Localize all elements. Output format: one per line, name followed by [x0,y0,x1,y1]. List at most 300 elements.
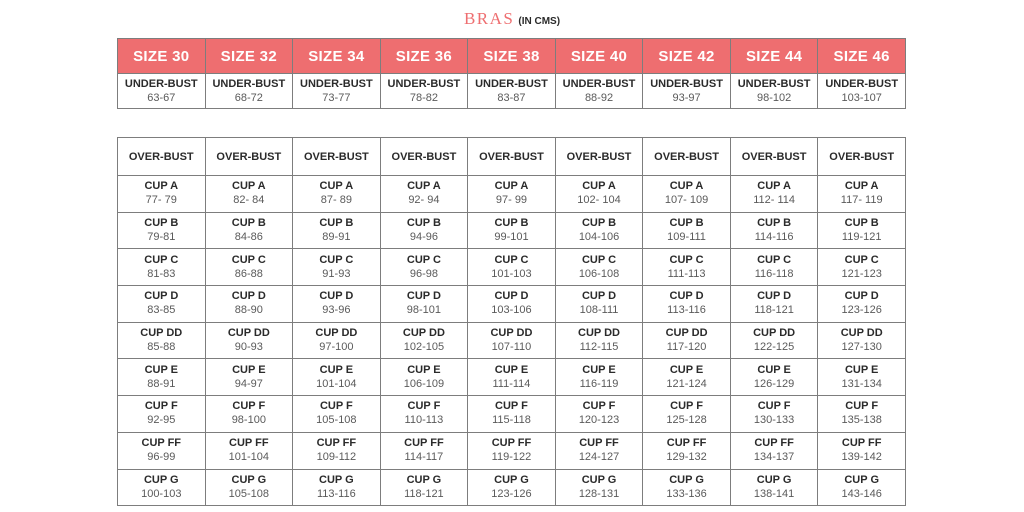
under-bust-range: 103-107 [841,91,882,104]
over-bust-header-cell: OVER-BUST [468,138,556,176]
cup-size-cell [293,469,381,506]
over-bust-range: 77- 79 [145,194,177,207]
cup-label: CUP B [757,217,792,230]
over-bust-range: 134-137 [753,451,795,464]
cup-size-cell [118,286,206,323]
cup-size-cell [555,432,643,469]
cup-label: CUP G [143,473,179,486]
cup-label: CUP F [407,400,441,413]
cup-size-cell [468,176,556,213]
over-bust-range: 93-96 [322,304,351,317]
under-bust-table [117,38,906,109]
cup-size-cell [468,212,556,249]
cup-label: CUP C [581,253,617,266]
cup-size-cell [205,212,293,249]
cup-size-cell [730,432,818,469]
over-bust-range: 109-112 [316,451,357,464]
cup-size-cell [818,286,906,323]
cup-label: CUP F [232,400,266,413]
over-bust-range: 123-126 [491,487,532,500]
cup-size-cell [555,176,643,213]
page-title [0,8,1024,33]
over-bust-range: 135-138 [841,414,882,427]
over-bust-range: 124-127 [578,451,620,464]
over-bust-range: 103-106 [491,304,532,317]
over-bust-range: 117- 119 [840,194,883,207]
over-bust-range: 88-91 [147,377,176,390]
under-bust-cell [293,74,381,109]
over-bust-range: 109-111 [667,231,706,244]
cup-label: CUP E [319,363,354,376]
cup-size-cell [818,212,906,249]
over-bust-range: 106-109 [403,377,445,390]
cup-size-cell [118,212,206,249]
cup-label: CUP C [231,253,266,266]
cup-size-cell [380,432,468,469]
under-bust-label: UNDER-BUST [212,77,286,90]
over-bust-range: 82- 84 [233,194,265,207]
over-bust-range: 133-136 [666,487,707,500]
over-bust-range: 139-142 [841,451,882,464]
cup-label: CUP FF [491,437,532,450]
under-bust-range: 88-92 [584,91,614,104]
over-bust-range: 102- 104 [577,194,621,207]
table-row [118,359,906,396]
under-bust-range: 63-67 [147,91,176,104]
size-header-cell: SIZE 44 [730,39,818,74]
cup-size-cell [730,469,818,506]
cup-label: CUP A [144,180,179,193]
cup-size-cell [205,249,293,286]
over-bust-range: 138-141 [753,487,795,500]
cup-label: CUP DD [490,327,533,340]
over-bust-range: 105-108 [228,487,269,500]
over-bust-range: 86-88 [234,267,263,280]
size-header-cell: SIZE 46 [818,39,906,74]
cup-label: CUP G [319,473,354,486]
over-bust-range: 121-124 [666,377,707,390]
cup-size-cell [205,322,293,359]
cup-label: CUP FF [579,437,619,450]
cup-size-cell [380,396,468,433]
over-bust-header-cell: OVER-BUST [643,138,731,176]
over-bust-range: 125-128 [666,414,707,427]
cup-size-cell [818,396,906,433]
table-row [118,212,906,249]
cup-label: CUP FF [404,437,444,450]
cup-size-cell [643,176,731,213]
over-bust-range: 92- 94 [408,194,440,207]
cup-label: CUP A [844,180,879,193]
under-bust-range: 78-82 [409,91,438,104]
over-bust-range: 108-111 [579,304,619,317]
over-bust-range: 85-88 [147,341,176,354]
cup-label: CUP C [494,253,529,266]
over-bust-range: 107- 109 [664,194,709,207]
cup-size-cell [643,469,731,506]
cup-label: CUP C [406,253,441,266]
cup-label: CUP A [407,180,441,193]
over-bust-range: 99-101 [494,231,529,244]
over-bust-range: 110-113 [404,414,444,427]
over-bust-range: 92-95 [147,414,176,427]
cup-size-cell [380,286,468,323]
over-bust-range: 96-99 [147,451,176,464]
size-header-cell: SIZE 30 [118,39,206,74]
cup-size-cell [380,359,468,396]
cup-label: CUP DD [753,327,796,340]
over-bust-range: 113-116 [316,487,356,500]
over-bust-table [117,137,906,506]
over-bust-range: 128-131 [578,487,620,500]
cup-label: CUP D [231,290,266,303]
under-bust-range: 98-102 [756,91,792,104]
over-bust-header-cell: OVER-BUST [380,138,468,176]
cup-size-cell [205,359,293,396]
cup-label: CUP DD [140,327,183,340]
cup-size-cell [818,432,906,469]
cup-label: CUP B [669,217,704,230]
cup-size-cell [118,249,206,286]
cup-label: CUP F [757,400,791,413]
cup-size-cell [118,432,206,469]
cup-label: CUP G [844,473,879,486]
cup-size-cell [380,176,468,213]
over-bust-range: 88-90 [234,304,263,317]
cup-size-cell [205,432,293,469]
over-bust-range: 119-122 [491,451,532,464]
cup-size-cell [293,286,381,323]
over-bust-range: 122-125 [753,341,795,354]
cup-size-cell [555,286,643,323]
under-bust-label: UNDER-BUST [825,77,899,90]
cup-size-cell [380,212,468,249]
cup-size-cell [380,469,468,506]
over-bust-header-cell: OVER-BUST [818,138,906,176]
over-bust-range: 97-100 [319,341,354,354]
cup-size-cell [818,176,906,213]
cup-size-cell [730,249,818,286]
over-bust-range: 118-121 [404,487,444,500]
cup-size-cell [205,396,293,433]
cup-size-cell [205,286,293,323]
size-header-cell: SIZE 34 [293,39,381,74]
cup-size-cell [293,359,381,396]
cup-label: CUP B [144,217,179,230]
cup-size-cell [555,212,643,249]
cup-label: CUP B [319,217,354,230]
under-bust-cell [380,74,468,109]
over-bust-range: 120-123 [578,414,620,427]
over-bust-range: 113-116 [667,304,706,317]
over-bust-range: 105-108 [316,414,357,427]
cup-size-cell [730,396,818,433]
over-bust-range: 79-81 [147,231,176,244]
cup-label: CUP A [669,180,704,193]
cup-label: CUP E [844,363,879,376]
cup-label: CUP B [581,217,617,230]
table-row [118,432,906,469]
cup-label: CUP D [581,290,617,303]
over-bust-range: 115-118 [492,414,531,427]
cup-size-cell [730,176,818,213]
cup-label: CUP D [844,290,879,303]
cup-label: CUP F [319,400,353,413]
cup-size-cell [555,396,643,433]
over-bust-range: 131-134 [841,377,882,390]
cup-size-cell [730,322,818,359]
title-unit: (IN CMS) [518,16,561,27]
under-bust-cell [205,74,293,109]
over-bust-header-cell: OVER-BUST [118,138,206,176]
cup-label: CUP FF [754,437,794,450]
cup-size-cell [468,469,556,506]
size-header-cell: SIZE 36 [380,39,468,74]
cup-label: CUP A [582,180,616,193]
cup-label: CUP E [232,363,266,376]
table-row [118,286,906,323]
over-bust-range: 114-117 [404,451,444,464]
under-bust-label: UNDER-BUST [300,77,373,90]
over-bust-range: 117-120 [666,341,707,354]
over-bust-range: 90-93 [234,341,263,354]
over-bust-range: 116-119 [579,377,619,390]
over-bust-range: 118-121 [754,304,794,317]
cup-label: CUP D [757,290,792,303]
cup-label: CUP B [231,217,266,230]
cup-size-cell [643,432,731,469]
title-main: BRAS [463,9,515,28]
cup-size-cell [205,176,293,213]
over-bust-header-cell: OVER-BUST [730,138,818,176]
cup-label: CUP E [144,363,178,376]
over-bust-range: 102-105 [403,341,445,354]
over-bust-range: 100-103 [141,487,182,500]
cup-size-cell [643,286,731,323]
cup-size-cell [468,432,556,469]
over-bust-range: 87- 89 [320,194,352,207]
size-header-cell: SIZE 32 [205,39,293,74]
cup-size-cell [293,176,381,213]
over-bust-range: 119-121 [841,231,882,244]
cup-label: CUP FF [841,437,882,450]
cup-label: CUP G [756,473,792,486]
over-bust-header-cell: OVER-BUST [293,138,381,176]
cup-size-cell [730,212,818,249]
cup-label: CUP FF [666,437,707,450]
cup-size-cell [555,359,643,396]
under-bust-label: UNDER-BUST [562,77,636,90]
over-bust-range: 123-126 [841,304,882,317]
cup-size-cell [643,359,731,396]
cup-size-cell [818,322,906,359]
cup-size-cell [643,396,731,433]
over-bust-header-row [118,138,906,176]
over-bust-range: 98-101 [406,304,442,317]
cup-size-cell [293,249,381,286]
cup-label: CUP D [144,290,179,303]
under-bust-cell [118,74,206,109]
cup-size-cell [293,322,381,359]
over-bust-range: 91-93 [322,267,351,280]
cup-label: CUP FF [316,437,357,450]
cup-label: CUP B [494,217,529,230]
over-bust-range: 112-115 [579,341,619,354]
cup-size-cell [118,322,206,359]
under-bust-cell [643,74,731,109]
table-row [118,322,906,359]
cup-size-cell [293,212,381,249]
cup-size-cell [643,249,731,286]
cup-label: CUP A [319,180,354,193]
cup-size-cell [555,469,643,506]
cup-label: CUP C [669,253,704,266]
over-bust-header-cell: OVER-BUST [205,138,293,176]
cup-size-cell [468,286,556,323]
under-bust-range: 83-87 [497,91,526,104]
table-row [118,249,906,286]
cup-label: CUP DD [402,327,445,340]
over-bust-range: 111-114 [492,377,531,390]
cup-label: CUP A [494,180,529,193]
cup-label: CUP C [844,253,879,266]
cup-label: CUP C [144,253,179,266]
cup-label: CUP G [231,473,267,486]
over-bust-range: 94-96 [409,231,438,244]
cup-label: CUP DD [315,327,358,340]
under-bust-cell [468,74,556,109]
under-bust-range: 93-97 [672,91,701,104]
cup-size-cell [293,396,381,433]
table-row [118,469,906,506]
under-bust-label: UNDER-BUST [387,77,461,90]
cup-label: CUP E [669,363,704,376]
over-bust-range: 104-106 [578,231,620,244]
under-bust-label: UNDER-BUST [124,77,198,90]
cup-label: CUP F [845,400,879,413]
cup-size-cell [643,322,731,359]
over-bust-range: 96-98 [409,267,438,280]
over-bust-range: 126-129 [753,377,795,390]
over-bust-range: 112- 114 [753,194,795,207]
over-bust-range: 107-110 [491,341,532,354]
under-bust-range: 68-72 [234,91,263,104]
cup-size-cell [818,359,906,396]
cup-size-cell [118,176,206,213]
cup-label: CUP D [669,290,704,303]
cup-size-cell [468,359,556,396]
size-header-row [118,39,906,74]
cup-size-cell [555,249,643,286]
cup-size-cell [380,322,468,359]
cup-size-cell [643,212,731,249]
cup-label: CUP B [406,217,441,230]
cup-size-cell [205,469,293,506]
over-bust-range: 81-83 [147,267,176,280]
under-bust-cell [730,74,818,109]
cup-size-cell [818,469,906,506]
cup-label: CUP DD [840,327,883,340]
cup-label: CUP G [669,473,704,486]
cup-size-cell [468,322,556,359]
cup-size-cell [118,359,206,396]
under-bust-cell [818,74,906,109]
under-bust-label: UNDER-BUST [737,77,811,90]
under-bust-label: UNDER-BUST [475,77,548,90]
cup-label: CUP E [582,363,616,376]
size-header-cell: SIZE 40 [555,39,643,74]
cup-size-cell [293,432,381,469]
over-bust-range: 101-104 [316,377,357,390]
cup-label: CUP E [494,363,529,376]
table-row [118,176,906,213]
cup-label: CUP C [319,253,354,266]
cup-size-cell [468,249,556,286]
cup-label: CUP DD [227,327,270,340]
over-bust-range: 121-123 [841,267,882,280]
over-bust-range: 130-133 [753,414,795,427]
under-bust-range: 73-77 [322,91,351,104]
cup-label: CUP F [144,400,178,413]
over-bust-range: 143-146 [841,487,882,500]
over-bust-range: 111-113 [667,267,706,280]
cup-label: CUP FF [141,437,182,450]
under-bust-row [118,74,906,109]
over-bust-range: 127-130 [841,341,882,354]
size-header-cell: SIZE 38 [468,39,556,74]
over-bust-header-cell: OVER-BUST [555,138,643,176]
over-bust-range: 89-91 [322,231,351,244]
cup-size-cell [118,396,206,433]
size-header-cell: SIZE 42 [643,39,731,74]
cup-label: CUP E [757,363,791,376]
over-bust-range: 116-118 [754,267,794,280]
cup-size-cell [730,359,818,396]
over-bust-range: 101-103 [491,267,532,280]
cup-label: CUP D [319,290,354,303]
over-bust-range: 129-132 [666,451,707,464]
cup-label: CUP A [232,180,266,193]
over-bust-range: 83-85 [147,304,176,317]
cup-size-cell [468,396,556,433]
cup-label: CUP F [582,400,616,413]
cup-label: CUP G [494,473,529,486]
over-bust-range: 84-86 [234,231,263,244]
cup-size-cell [118,469,206,506]
cup-label: CUP FF [229,437,269,450]
cup-label: CUP E [407,363,441,376]
cup-label: CUP G [406,473,442,486]
cup-size-cell [730,286,818,323]
over-bust-range: 106-108 [578,267,620,280]
cup-size-cell [818,249,906,286]
over-bust-range: 97- 99 [495,194,528,207]
cup-label: CUP G [581,473,617,486]
over-bust-range: 114-116 [754,231,794,244]
cup-label: CUP C [757,253,792,266]
cup-size-cell [555,322,643,359]
cup-size-cell [380,249,468,286]
table-row [118,396,906,433]
over-bust-range: 101-104 [228,451,269,464]
under-bust-cell [555,74,643,109]
cup-label: CUP D [406,290,441,303]
under-bust-label: UNDER-BUST [650,77,723,90]
cup-label: CUP B [844,217,879,230]
cup-label: CUP F [495,400,528,413]
over-bust-range: 98-100 [231,414,266,427]
cup-label: CUP F [670,400,703,413]
